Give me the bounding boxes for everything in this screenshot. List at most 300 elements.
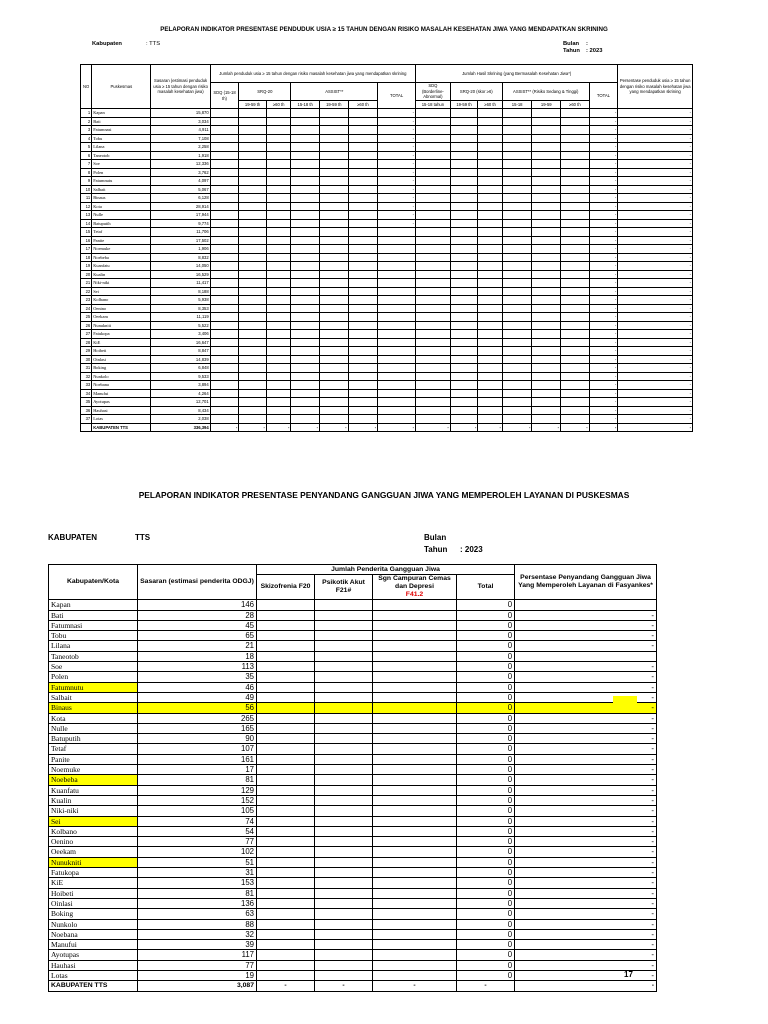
row-puskesmas: Sei [92, 287, 151, 296]
row-total2: - [589, 151, 618, 160]
row-cell [450, 151, 478, 160]
table-row [49, 600, 657, 610]
row-persen: - [618, 321, 693, 330]
row-cell [319, 364, 348, 373]
row-cell [478, 245, 503, 254]
row-cell [319, 126, 348, 135]
row-sasaran: 49 [138, 692, 257, 702]
row-cell [373, 806, 457, 816]
row-cell [561, 287, 590, 296]
row-cell [315, 837, 373, 847]
row-cell [239, 117, 267, 126]
row-sasaran: 77 [138, 837, 257, 847]
row-cell [348, 381, 378, 390]
row-persen: - [618, 398, 693, 407]
table-row [81, 313, 693, 322]
row-kabupaten: Nulle [49, 723, 138, 733]
row-cell [266, 296, 291, 305]
row-cell [319, 211, 348, 220]
table-row [81, 194, 693, 203]
row-persen: - [618, 347, 693, 356]
row-persen: - [515, 775, 657, 785]
row-sasaran: 74 [138, 816, 257, 826]
col-persentase-layanan: Persentase Penyandang Gangguan Jiwa Yang Memperoleh Layanan di Fasyankes* [515, 565, 657, 600]
row-cell [532, 364, 561, 373]
row-persen: - [515, 929, 657, 939]
row-persen: - [618, 126, 693, 135]
row-cell [239, 355, 267, 364]
row-total: 0 [457, 816, 515, 826]
row-persen: - [618, 109, 693, 118]
row-cell [450, 253, 478, 262]
row-kabupaten: Lilana [49, 641, 138, 651]
col-jumlah-penderita: Jumlah Penderita Gangguan Jiwa [257, 565, 515, 575]
row-cell [257, 857, 315, 867]
row-cell [348, 262, 378, 271]
total-cell: - [373, 981, 457, 991]
row-cell [532, 406, 561, 415]
row-cell [532, 202, 561, 211]
table-row [81, 219, 693, 228]
row-kabupaten: Lotas [49, 970, 138, 980]
row-cell [532, 117, 561, 126]
row-cell [416, 194, 451, 203]
row-kabupaten: Noemuke [49, 765, 138, 775]
row-sasaran: 3,894 [151, 381, 210, 390]
total-cell: - [450, 423, 478, 432]
row-cell [210, 270, 239, 279]
row-cell [348, 109, 378, 118]
row-persen: - [618, 245, 693, 254]
row-cell [502, 194, 532, 203]
total-cell: - [348, 423, 378, 432]
row-cell [319, 347, 348, 356]
col-kabupaten: Kabupaten/Kota [49, 565, 138, 600]
row-cell [210, 168, 239, 177]
row-persen: - [515, 816, 657, 826]
row-kabupaten: Noebana [49, 929, 138, 939]
table-row [49, 816, 657, 826]
row-cell [450, 177, 478, 186]
row-no: 25 [81, 313, 92, 322]
row-puskesmas: Tetaf [92, 228, 151, 237]
row-cell [257, 898, 315, 908]
row-cell [291, 347, 320, 356]
row-no: 37 [81, 415, 92, 424]
report2-bulan-label: Bulan [424, 533, 447, 542]
row-cell [532, 313, 561, 322]
table-row [49, 878, 657, 888]
row-cell [257, 940, 315, 950]
row-total: 0 [457, 857, 515, 867]
row-total [378, 398, 416, 407]
row-total: 0 [457, 600, 515, 610]
row-cell [291, 338, 320, 347]
row-cell [348, 406, 378, 415]
row-total2: - [589, 253, 618, 262]
row-puskesmas: Lotas [92, 415, 151, 424]
row-cell [348, 330, 378, 339]
row-cell [373, 795, 457, 805]
row-total: 0 [457, 960, 515, 970]
table-row [49, 857, 657, 867]
row-cell [210, 211, 239, 220]
row-cell [502, 228, 532, 237]
row-persen: - [618, 338, 693, 347]
row-total: - [378, 194, 416, 203]
row-cell [319, 202, 348, 211]
row-total: 0 [457, 888, 515, 898]
row-sasaran: 88 [138, 919, 257, 929]
row-cell [315, 692, 373, 702]
row-persen: - [618, 279, 693, 288]
row-sasaran: 5,067 [151, 185, 210, 194]
row-cell [266, 287, 291, 296]
row-cell [532, 262, 561, 271]
row-cell [315, 754, 373, 764]
row-cell [561, 313, 590, 322]
row-cell [373, 692, 457, 702]
row-cell [257, 909, 315, 919]
row-cell [315, 878, 373, 888]
row-cell [257, 723, 315, 733]
row-total: - [378, 160, 416, 169]
col-sdq2: SDQ (Borderline-Abnormal) [416, 83, 451, 101]
row-sasaran: 16,529 [151, 270, 210, 279]
row-cell [373, 723, 457, 733]
row-kabupaten: Oenino [49, 837, 138, 847]
row-no: 9 [81, 177, 92, 186]
row-cell [210, 321, 239, 330]
row-cell [239, 313, 267, 322]
table-row [81, 126, 693, 135]
row-cell [266, 228, 291, 237]
row-persen: - [618, 313, 693, 322]
row-cell [561, 304, 590, 313]
row-persen: - [618, 304, 693, 313]
row-cell [478, 253, 503, 262]
row-cell [502, 321, 532, 330]
row-total [378, 415, 416, 424]
row-cell [373, 878, 457, 888]
report2-kabupaten-value: TTS [135, 533, 151, 542]
row-sasaran: 5,522 [151, 321, 210, 330]
table-row [49, 703, 657, 713]
row-sasaran: 17 [138, 765, 257, 775]
row-sasaran: 19 [138, 970, 257, 980]
row-cell [315, 888, 373, 898]
row-puskesmas: Panite [92, 236, 151, 245]
row-sasaran: 31 [138, 868, 257, 878]
row-sasaran: 45 [138, 620, 257, 630]
row-total2: - [589, 364, 618, 373]
row-cell [319, 296, 348, 305]
row-sasaran: 3,762 [151, 168, 210, 177]
row-puskesmas: Kapan [92, 109, 151, 118]
row-no: 8 [81, 168, 92, 177]
row-cell [532, 219, 561, 228]
row-cell [348, 177, 378, 186]
row-persen: - [515, 692, 657, 702]
row-cell [210, 279, 239, 288]
row-cell [257, 929, 315, 939]
row-cell [291, 381, 320, 390]
total-cell: - [457, 981, 515, 991]
row-total [378, 330, 416, 339]
row-cell [291, 160, 320, 169]
row-no: 22 [81, 287, 92, 296]
row-cell [450, 364, 478, 373]
row-cell [532, 151, 561, 160]
row-cell [315, 826, 373, 836]
table-row [81, 134, 693, 143]
row-sasaran: 4,264 [151, 389, 210, 398]
row-sasaran: 63 [138, 909, 257, 919]
row-cell [502, 126, 532, 135]
row-cell [291, 270, 320, 279]
row-total [378, 338, 416, 347]
row-cell [416, 372, 451, 381]
row-cell [478, 406, 503, 415]
row-cell [416, 134, 451, 143]
row-persen: - [515, 888, 657, 898]
row-total2: - [589, 398, 618, 407]
row-no: 16 [81, 236, 92, 245]
row-cell [266, 338, 291, 347]
table-row [49, 651, 657, 661]
row-total [378, 262, 416, 271]
row-total [378, 347, 416, 356]
row-cell [561, 330, 590, 339]
table-row [81, 160, 693, 169]
row-cell [315, 744, 373, 754]
row-persen: - [618, 219, 693, 228]
row-cell [239, 304, 267, 313]
table-row [81, 372, 693, 381]
col-psikotik: Psikotik Akut F21# [315, 575, 373, 600]
row-cell [210, 117, 239, 126]
row-no: 35 [81, 398, 92, 407]
row-puskesmas: Fatumnasi [92, 126, 151, 135]
row-no: 19 [81, 262, 92, 271]
row-sasaran: 81 [138, 888, 257, 898]
row-cell [373, 610, 457, 620]
row-cell [210, 406, 239, 415]
row-cell [257, 868, 315, 878]
row-cell [373, 600, 457, 610]
row-sasaran: 15,870 [151, 109, 210, 118]
row-cell [266, 245, 291, 254]
row-total2: - [589, 236, 618, 245]
table-row [49, 888, 657, 898]
col-age: 15-18 tahun [416, 100, 451, 109]
row-cell [315, 631, 373, 641]
row-total [378, 321, 416, 330]
row-persen: - [618, 228, 693, 237]
row-total: 0 [457, 641, 515, 651]
row-cell [561, 415, 590, 424]
row-persen: - [618, 330, 693, 339]
row-sasaran: 35 [138, 672, 257, 682]
row-cell [257, 662, 315, 672]
row-persen: - [515, 868, 657, 878]
row-cell [319, 160, 348, 169]
row-cell [450, 389, 478, 398]
row-cell [266, 160, 291, 169]
row-no: 4 [81, 134, 92, 143]
row-cell [416, 245, 451, 254]
row-persen: - [515, 857, 657, 867]
row-cell [502, 389, 532, 398]
table-row [81, 143, 693, 152]
row-cell [450, 134, 478, 143]
row-cell [319, 389, 348, 398]
table-row [81, 381, 693, 390]
row-cell [416, 389, 451, 398]
row-cell [210, 177, 239, 186]
row-total: 0 [457, 692, 515, 702]
row-cell [210, 126, 239, 135]
col-total: Total [457, 575, 515, 600]
row-cell [373, 919, 457, 929]
col-srq2: SRQ-20 (skor ≥6) [450, 83, 502, 101]
row-cell [450, 355, 478, 364]
row-cell [561, 117, 590, 126]
row-no: 24 [81, 304, 92, 313]
row-puskesmas: Soe [92, 160, 151, 169]
row-sasaran: 14,839 [151, 355, 210, 364]
row-total2: - [589, 381, 618, 390]
row-cell [266, 126, 291, 135]
row-cell [319, 313, 348, 322]
row-kabupaten: Manufui [49, 940, 138, 950]
row-cell [450, 321, 478, 330]
skrining-table [80, 64, 693, 432]
row-cell [266, 372, 291, 381]
row-puskesmas: Salbait [92, 185, 151, 194]
row-cell [239, 338, 267, 347]
table-row [81, 185, 693, 194]
row-sasaran: 8,188 [151, 287, 210, 296]
row-cell [266, 168, 291, 177]
row-sasaran: 11,417 [151, 279, 210, 288]
row-cell [210, 398, 239, 407]
row-puskesmas: Kota [92, 202, 151, 211]
row-cell [210, 347, 239, 356]
row-total2: - [589, 389, 618, 398]
col-age: ≥60 th [561, 100, 590, 109]
row-cell [319, 109, 348, 118]
row-cell [266, 364, 291, 373]
row-cell [266, 236, 291, 245]
row-persen: - [618, 287, 693, 296]
row-total [378, 313, 416, 322]
total-label: KABUPATEN TTS [49, 981, 138, 991]
row-cell [319, 151, 348, 160]
row-cell [315, 651, 373, 661]
row-persen: - [618, 117, 693, 126]
row-cell [561, 219, 590, 228]
row-cell [502, 117, 532, 126]
table-row [49, 837, 657, 847]
row-persen: - [515, 610, 657, 620]
row-cell [450, 168, 478, 177]
row-cell [450, 228, 478, 237]
row-cell [502, 151, 532, 160]
row-puskesmas: Oeekam [92, 313, 151, 322]
row-cell [257, 960, 315, 970]
row-persen: - [515, 785, 657, 795]
row-sasaran: 8,832 [151, 253, 210, 262]
row-cell [373, 826, 457, 836]
row-cell [319, 219, 348, 228]
row-cell [532, 389, 561, 398]
row-cell [257, 837, 315, 847]
row-cell [319, 228, 348, 237]
col-sasaran: Sasaran (estimasi penduduk usia ≥ 15 tahun dengan risiko masalah kesehatan jiwa) [151, 65, 210, 109]
row-persen: - [618, 381, 693, 390]
row-sasaran: 17,944 [151, 211, 210, 220]
row-cell [532, 321, 561, 330]
row-cell [373, 940, 457, 950]
row-total: 0 [457, 878, 515, 888]
row-cell [561, 296, 590, 305]
row-sasaran: 102 [138, 847, 257, 857]
row-cell [210, 304, 239, 313]
total-cell: - [266, 423, 291, 432]
row-cell [348, 296, 378, 305]
table-row [49, 898, 657, 908]
row-cell [266, 202, 291, 211]
row-persen: - [515, 826, 657, 836]
row-kabupaten: Fatumnutu [49, 682, 138, 692]
row-no: 14 [81, 219, 92, 228]
row-cell [373, 888, 457, 898]
row-kabupaten: Niki-niki [49, 806, 138, 816]
row-sasaran: 46 [138, 682, 257, 692]
row-cell [478, 236, 503, 245]
row-cell [315, 662, 373, 672]
row-cell [291, 372, 320, 381]
row-cell [532, 253, 561, 262]
table-row [81, 253, 693, 262]
row-cell [257, 682, 315, 692]
row-cell [416, 279, 451, 288]
row-cell [266, 185, 291, 194]
row-cell [450, 126, 478, 135]
row-cell [257, 919, 315, 929]
table-row [49, 970, 657, 980]
table-row [81, 415, 693, 424]
row-total [378, 287, 416, 296]
row-puskesmas: Noebeba [92, 253, 151, 262]
row-cell [450, 406, 478, 415]
row-cell [210, 151, 239, 160]
row-cell [561, 202, 590, 211]
row-cell [315, 950, 373, 960]
row-cell [239, 347, 267, 356]
row-cell [291, 364, 320, 373]
row-cell [450, 202, 478, 211]
row-cell [561, 134, 590, 143]
total-cell: - [532, 423, 561, 432]
row-cell [257, 703, 315, 713]
row-cell [478, 321, 503, 330]
row-cell [502, 355, 532, 364]
row-cell [373, 620, 457, 630]
row-cell [478, 160, 503, 169]
row-kabupaten: Kapan [49, 600, 138, 610]
